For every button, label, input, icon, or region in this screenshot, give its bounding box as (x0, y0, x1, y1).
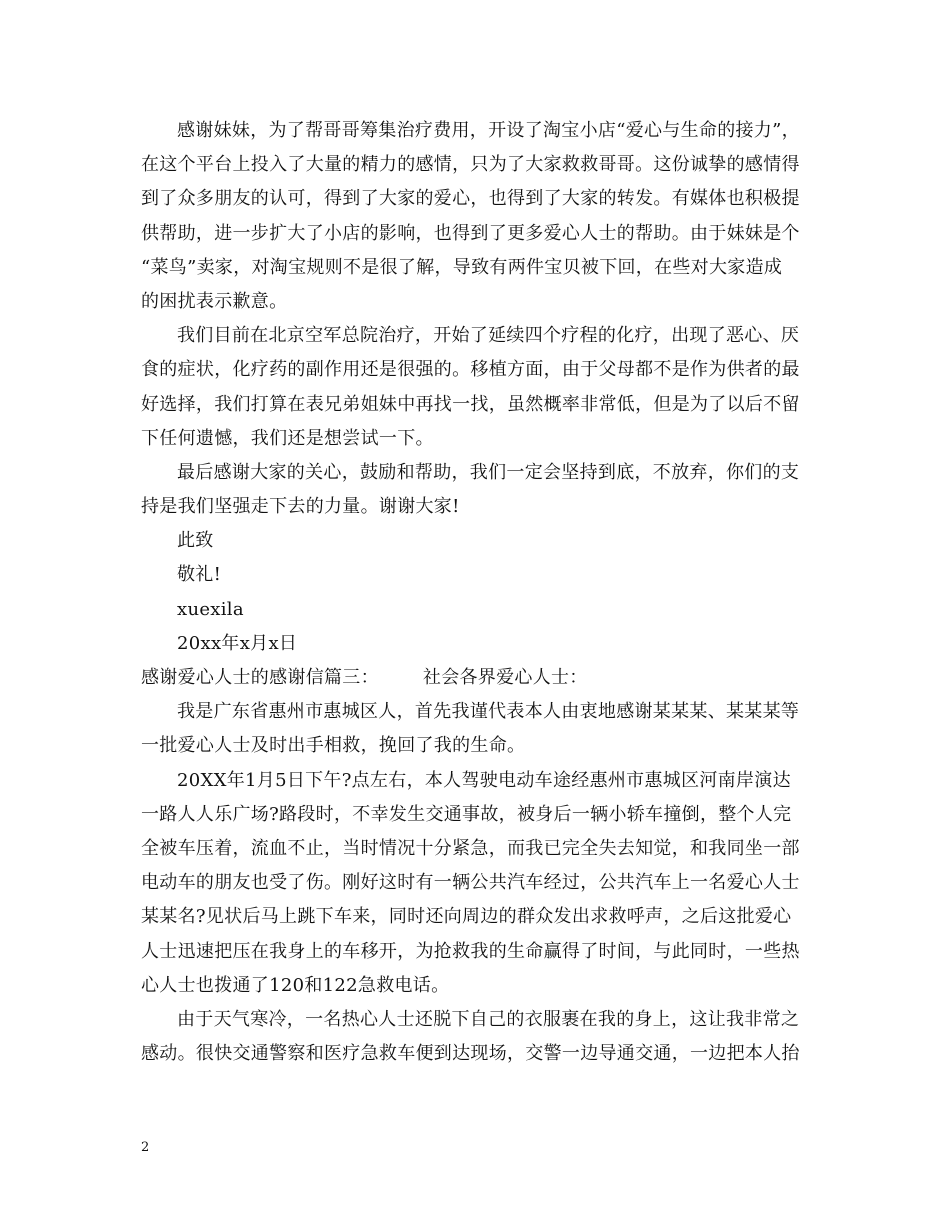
letter-date: 20xx年x月x日 (177, 632, 298, 654)
paragraph-line: 人士迅速把压在我身上的车移开，为抢救我的生命赢得了时间，与此同时，一些热 (141, 940, 800, 962)
paragraph-line: 电动车的朋友也受了伤。刚好这时有一辆公共汽车经过，公共汽车上一名爱心人士 (141, 872, 800, 894)
paragraph-line: 一批爱心人士及时出手相救，挽回了我的生命。 (141, 735, 526, 757)
paragraph-4 (141, 695, 821, 763)
paragraph-line: 到了众多朋友的认可，得到了大家的爱心，也得到了大家的转发。有媒体也积极提 (141, 188, 800, 210)
paragraph-line: 感谢妹妹，为了帮哥哥筹集治疗费用，开设了淘宝小店“爱心与生命的接力”， (177, 120, 800, 141)
paragraph-line: 20XX年1月5日下午?点左右，本人驾驶电动车途经惠州市惠城区河南岸演达 (177, 769, 791, 791)
section-heading (141, 661, 821, 695)
paragraph-line: 持是我们坚强走下去的力量。谢谢大家! (141, 496, 460, 518)
paragraph-line: “菜鸟”卖家，对淘宝规则不是很了解，导致有两件宝贝被下回，在些对大家造成 (141, 256, 783, 278)
document-body (141, 114, 821, 1071)
page-number: 2 (141, 1140, 150, 1155)
paragraph-line: 我们目前在北京空军总院治疗，开始了延续四个疗程的化疗，出现了恶心、厌 (177, 325, 800, 347)
paragraph-line: 感动。很快交通警察和医疗急救车便到达现场，交警一边导通交通，一边把本人抬 (141, 1043, 800, 1065)
paragraph-1 (141, 114, 821, 319)
paragraph-5 (141, 764, 821, 1003)
signature: xuexila (177, 598, 244, 620)
paragraph-2 (141, 319, 821, 456)
paragraph-line: 全被车压着，流血不止，当时情况十分紧急，而我已完全失去知觉，和我同坐一部 (141, 837, 800, 859)
paragraph-line: 一路人人乐广场?路段时，不幸发生交通事故，被身后一辆小轿车撞倒，整个人完 (141, 803, 792, 825)
paragraph-line: 食的症状，化疗药的副作用还是很强的。移植方面，由于父母都不是作为供者的最 (141, 359, 800, 381)
paragraph-line: 最后感谢大家的关心，鼓励和帮助，我们一定会坚持到底，不放弃，你们的支 (177, 461, 800, 483)
paragraph-line: 在这个平台上投入了大量的精力的感情，只为了大家救救哥哥。这份诚挚的感情得 (141, 154, 800, 176)
paragraph-line: 好选择，我们打算在表兄弟姐妹中再找一找，虽然概率非常低，但是为了以后不留 (141, 393, 800, 415)
section-addressee: 社会各界爱心人士： (422, 667, 588, 688)
paragraph-line: 供帮助，进一步扩大了小店的影响，也得到了更多爱心人士的帮助。由于妹妹是个 (141, 222, 800, 244)
closing-respect: 敬礼! (177, 564, 222, 586)
paragraph-3 (141, 456, 821, 524)
letter-closing (141, 524, 821, 661)
paragraph-line: 的困扰表示歉意。 (141, 290, 288, 312)
paragraph-line: 下任何遗憾，我们还是想尝试一下。 (141, 427, 434, 449)
closing-salutation: 此致 (177, 530, 214, 552)
paragraph-line: 由于天气寒冷，一名热心人士还脱下自己的衣服裹在我的身上，这让我非常之 (177, 1008, 800, 1030)
paragraph-line: 心人士也拨通了120和122急救电话。 (141, 974, 450, 996)
paragraph-line: 某某名?见状后马上跳下车来，同时还向周边的群众发出求救呼声，之后这批爱心 (141, 906, 792, 928)
section-title: 感谢爱心人士的感谢信篇三： (141, 667, 379, 688)
paragraph-6 (141, 1003, 821, 1071)
paragraph-line: 我是广东省惠州市惠城区人，首先我谨代表本人由衷地感谢某某某、某某某等 (177, 701, 800, 723)
